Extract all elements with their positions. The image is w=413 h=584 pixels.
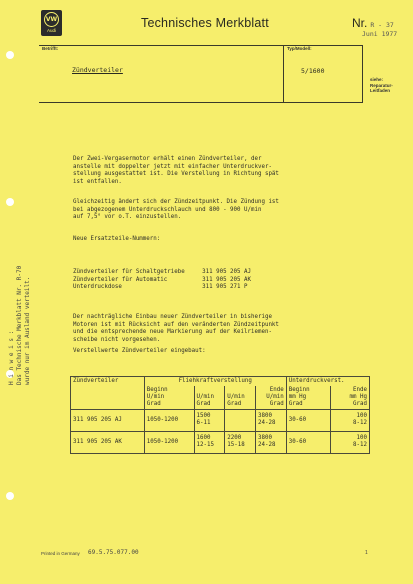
- values-table: [70, 376, 370, 454]
- cell-vacuum-start: 30-60: [286, 410, 331, 432]
- document-date: Juni 1977: [362, 30, 398, 38]
- header-centrifugal: Fliehkraftverstellung: [144, 377, 286, 387]
- cell-a: 1500 6-11: [194, 410, 225, 432]
- paragraph-timing: Gleichzeitig ändert sich der Zündzeitpunkt. Die Zündung ist bei abgezogenem Unterdruckschlauch und 800 - 900 U/min auf 7,5° vor o.T. einzustellen.: [73, 199, 279, 221]
- print-code: 69.5.75.077.00: [88, 549, 139, 556]
- side-note: [8, 200, 53, 385]
- page-number: 1: [365, 550, 368, 556]
- cell-ende: 3800 24-28: [255, 410, 286, 432]
- paragraph-parts-heading: Neue Ersatzteile-Nummern:: [73, 236, 161, 242]
- header-rpm-2: U/min Grad: [225, 386, 256, 410]
- typ-label: Typ/Modell:: [287, 46, 312, 51]
- cell-vacuum-start: 30-60: [286, 432, 331, 454]
- table-row: [71, 410, 370, 432]
- header-rpm-1: U/min Grad: [194, 386, 225, 410]
- cell-beginn: 1050-1200: [144, 410, 194, 432]
- nr-value: R - 37: [370, 21, 394, 29]
- document-title: Technisches Merkblatt: [141, 16, 269, 30]
- paragraph-intro: Der Zwei-Vergasermotor erhält einen Zündverteiler, der anstelle mit doppelter jetzt mit einfacher Unterdruckver- stellung ausgestattet ist. Die Verstellung in Richtung spät ist entfallen.: [73, 156, 279, 185]
- see-reference: [370, 77, 393, 94]
- table-row: [71, 432, 370, 454]
- see-line: siehe:: [370, 77, 384, 82]
- punch-hole: [6, 51, 14, 59]
- subject-value: Zündverteiler: [72, 66, 123, 74]
- see-line: Reparatur-: [370, 82, 393, 88]
- punch-hole: [6, 492, 14, 500]
- cell-b: 2200 15-18: [225, 432, 256, 454]
- nr-label: Nr.: [352, 16, 368, 30]
- header-vacuum-end: Ende mm Hg Grad: [331, 386, 370, 410]
- cell-part: 311 905 205 AK: [71, 432, 145, 454]
- vw-logo-mark: VW: [44, 12, 59, 27]
- header-vacuum-start: Beginn mm Hg Grad: [286, 386, 331, 410]
- see-line: Leitfaden: [370, 88, 391, 94]
- cell-vacuum-end: 100 8-12: [331, 410, 370, 432]
- paragraph-table-heading: Verstellwerte Zündverteiler eingebaut:: [73, 348, 206, 354]
- paragraph-retrofit: Der nachträgliche Einbau neuer Zündverteiler in bisherige Motoren ist mit Rücksicht auf den veränderten Zündzeitpunkt und die entsprechende neue Markierung auf der Keilriemen- scheibe nicht vorgesehen.: [73, 314, 279, 343]
- cell-ende: 3800 24-28: [255, 432, 286, 454]
- header-vacuum: Unterdruckverst.: [286, 377, 369, 387]
- audi-logo-text: Audi: [46, 28, 56, 33]
- type-value: 5/1600: [301, 67, 325, 75]
- vw-audi-logo: [41, 10, 62, 36]
- table-header-row: [71, 377, 370, 387]
- header-beginn: Beginn U/min Grad: [144, 386, 194, 410]
- cell-part: 311 905 205 AJ: [71, 410, 145, 432]
- header-distributor: Zündverteiler: [71, 377, 145, 410]
- cell-b: [225, 410, 256, 432]
- parts-list: Zündverteiler für Schaltgetriebe 311 905 205 AJ Zündverteiler für Automatic 311 905 205 AK Unterdruckdose 311 905 271 P: [73, 269, 251, 291]
- printed-in: Printed in Germany: [41, 551, 80, 556]
- cell-beginn: 1050-1200: [144, 432, 194, 454]
- document-number: [352, 16, 394, 30]
- cell-a: 1600 12-15: [194, 432, 225, 454]
- header-ende: Ende U/min Grad: [255, 386, 286, 410]
- side-note-text: H i n w e i s : Das Technische Merkblatt Nr. R-70 wurde nur im Ausland verteilt.: [8, 265, 31, 385]
- betrifft-label: Betrifft:: [42, 46, 59, 51]
- frame-divider: [283, 45, 284, 102]
- cell-vacuum-end: 100 8-12: [331, 432, 370, 454]
